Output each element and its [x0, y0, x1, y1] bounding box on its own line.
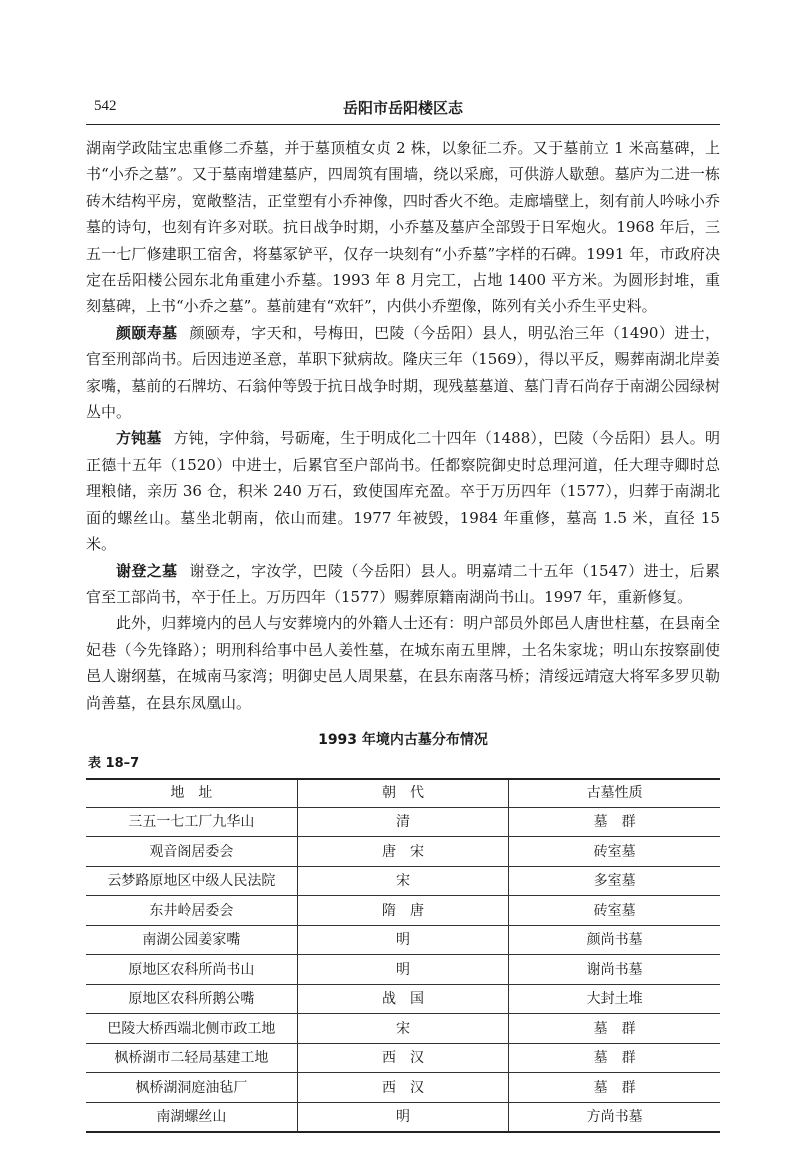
table-row [86, 1043, 720, 1073]
cell-address: 原地区农科所尚书山 [86, 955, 297, 985]
table-label: 表 18–7 [88, 755, 140, 771]
cell-tomb-type: 多室墓 [509, 866, 720, 896]
paragraph-text: 此外，归葬境内的邑人与安葬境内的外籍人士还有：明户部员外郎邑人唐世柱墓，在县南全妃巷（今先锋路）；明刑科给事中邑人姜性墓，在城东南五里牌，土名朱家垅；明山东按察副使邑人谢纲墓，在城南马家湾；明御史邑人周果墓，在县东南落马桥；清绥远靖寇大将军多罗贝勒尚善墓，在县东凤凰山。 [86, 614, 720, 712]
cell-tomb-type: 砖室墓 [509, 837, 720, 867]
cell-address: 枫桥湖市二轻局基建工地 [86, 1043, 297, 1073]
cell-dynasty: 明 [297, 1102, 508, 1132]
cell-tomb-type: 墓 群 [509, 1073, 720, 1103]
cell-address: 南湖公园姜家嘴 [86, 925, 297, 955]
paragraph-text: 湖南学政陆宝忠重修二乔墓，并于墓顶植女贞 2 株，以象征二乔。又于墓前立 1 米高墓碑，上书“小乔之墓”。又于墓南增建墓庐，四周筑有围墙，绕以采廊，可供游人歇憩。墓庐为二进一栋砖木结构平房，宽敞整洁，正堂塑有小乔神像，四时香火不绝。走廊墙壁上，刻有前人吟咏小乔墓的诗句，也刻有许多对联。抗日战争时期，小乔墓及墓庐全部毁于日军炮火。1968 年后，三五一七厂修建职工宿舍，将墓冢铲平，仅存一块刻有“小乔墓”字样的石碑。1991 年，市政府决定在岳阳楼公园东北角重建小乔墓。1993 年 8 月完工，占地 1400 平方米。为圆形封堆，重刻墓碑，上书“小乔之墓”。墓前建有“欢轩”，内供小乔塑像，陈列有关小乔生平史料。 [86, 139, 720, 316]
paragraph [86, 558, 720, 611]
cell-address: 三五一七工厂九华山 [86, 807, 297, 837]
cell-dynasty: 清 [297, 807, 508, 837]
cell-dynasty: 宋 [297, 1014, 508, 1044]
cell-dynasty: 西 汉 [297, 1073, 508, 1103]
paragraph-text: 颜颐寿，字天和，号梅田，巴陵（今岳阳）县人，明弘治三年（1490）进士，官至刑部尚书。后因违逆圣意，革职下狱病故。隆庆三年（1569），得以平反，赐葬南湖北岸姜家嘴，墓前的石牌坊、石翁仲等毁于抗日战争时期，现残墓墓道、墓门青石尚存于南湖公园绿树丛中。 [86, 323, 720, 422]
cell-address: 南湖螺丝山 [86, 1102, 297, 1132]
cell-dynasty: 唐 宋 [297, 837, 508, 867]
table-row [86, 984, 720, 1014]
cell-tomb-type: 方尚书墓 [509, 1102, 720, 1132]
cell-address: 云梦路原地区中级人民法院 [86, 866, 297, 896]
table-title: 1993 年境内古墓分布情况 [318, 731, 488, 748]
paragraph [86, 425, 720, 557]
section-heading: 谢登之墓 [116, 561, 178, 580]
cell-tomb-type: 墓 群 [509, 1043, 720, 1073]
paragraph [86, 135, 720, 320]
cell-tomb-type: 谢尚书墓 [509, 955, 720, 985]
cell-tomb-type: 墓 群 [509, 807, 720, 837]
column-header: 朝 代 [297, 779, 508, 808]
cell-tomb-type: 砖室墓 [509, 896, 720, 926]
cell-address: 东井岭居委会 [86, 896, 297, 926]
cell-tomb-type: 墓 群 [509, 1014, 720, 1044]
table-header-row [86, 779, 720, 808]
paragraph [86, 320, 720, 426]
running-title: 岳阳市岳阳楼区志 [342, 99, 463, 117]
paragraph-text: 谢登之，字汝学，巴陵（今岳阳）县人。明嘉靖二十五年（1547）进士，后累官至工部尚书，卒于任上。万历四年（1577）赐葬原籍南湖尚书山。1997 年，重新修复。 [86, 561, 720, 606]
table-row [86, 1102, 720, 1132]
cell-tomb-type: 大封土堆 [509, 984, 720, 1014]
section-heading: 颜颐寿墓 [116, 323, 178, 342]
column-header: 古墓性质 [509, 779, 720, 808]
table-row [86, 955, 720, 985]
cell-address: 枫桥湖洞庭油毡厂 [86, 1073, 297, 1103]
table-row [86, 866, 720, 896]
cell-dynasty: 明 [297, 955, 508, 985]
table-body [86, 807, 720, 1132]
page-header [86, 92, 720, 125]
cell-dynasty: 战 国 [297, 984, 508, 1014]
cell-address: 原地区农科所鹅公嘴 [86, 984, 297, 1014]
table-row [86, 837, 720, 867]
cell-tomb-type: 颜尚书墓 [509, 925, 720, 955]
tomb-distribution-table [86, 778, 720, 1134]
cell-address: 巴陵大桥西端北侧市政工地 [86, 1014, 297, 1044]
table-row [86, 1014, 720, 1044]
table-row [86, 896, 720, 926]
page-number: 542 [94, 98, 117, 114]
cell-dynasty: 明 [297, 925, 508, 955]
body-text [86, 135, 720, 716]
section-heading: 方钝墓 [116, 429, 162, 448]
cell-address: 观音阁居委会 [86, 837, 297, 867]
cell-dynasty: 宋 [297, 866, 508, 896]
column-header: 地 址 [86, 779, 297, 808]
table-row [86, 1073, 720, 1103]
cell-dynasty: 隋 唐 [297, 896, 508, 926]
cell-dynasty: 西 汉 [297, 1043, 508, 1073]
paragraph-text: 方钝，字仲翁，号砺庵，生于明成化二十四年（1488），巴陵（今岳阳）县人。明正德十五年（1520）中进士，后累官至户部尚书。任都察院御史时总理河道，任大理寺卿时总理粮储，亲历 36 仓，积米 240 万石，致使国库充盈。卒于万历四年（1577），归葬于南湖北面的螺丝山。墓坐北朝南，依山而建。1977 年被毁，1984 年重修，墓高 1.5 米，直径 15 米。 [86, 429, 720, 554]
table-row [86, 925, 720, 955]
paragraph [86, 610, 720, 716]
table-row [86, 807, 720, 837]
